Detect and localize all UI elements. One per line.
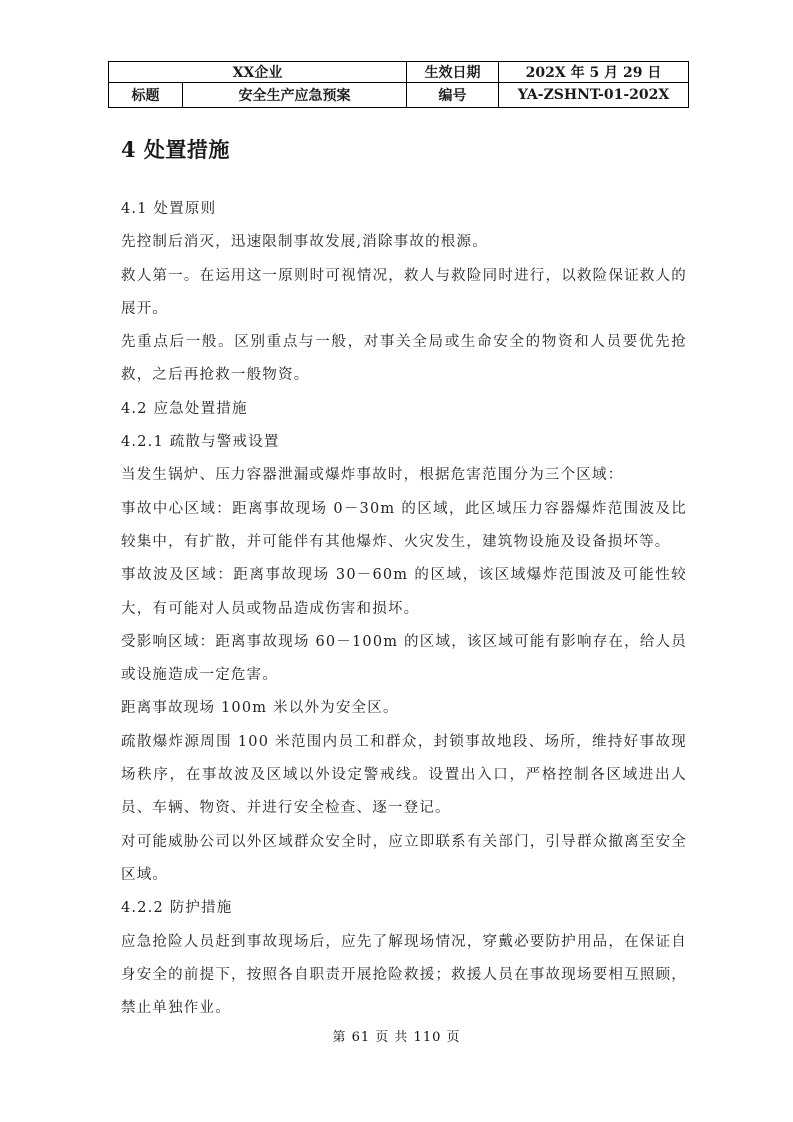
heading-4-1: 4.1 处置原则 [121,201,217,217]
page-number-footer: 第 61 页 共 110 页 [332,1030,461,1045]
header-row-1 [109,62,689,83]
document-body [121,193,687,1025]
body-paragraph: 疏散爆炸源周围 100 米范围内员工和群众，封锁事故地段、场所，维持好事故现场秩序，在事故波及区域以外设定警戒线。设置出入口，严格控制各区域进出人员、车辆、物资、并进行安全检查、逐一登记。 [121,733,687,817]
number-label: 编号 [407,83,499,108]
header-row-2 [109,83,689,108]
heading-4-2-2: 4.2.2 防护措施 [121,900,233,917]
title-label: 标题 [109,83,183,108]
section-title: 4 处置措施 [121,137,230,162]
document-header-table [108,61,689,108]
effective-date-value: 202X 年 5 月 29 日 [499,62,689,83]
body-paragraph: 先控制后消灭，迅速限制事故发展,消除事故的根源。 [121,234,488,251]
body-paragraph: 事故波及区域：距离事故现场 30－60m 的区域，该区域爆炸范围波及可能性较大，有可能对人员或物品造成伤害和损坏。 [121,567,687,617]
body-paragraph: 事故中心区域：距离事故现场 0－30m 的区域，此区域压力容器爆炸范围波及比较集中，有扩散，并可能伴有其他爆炸、火灾发生，建筑物设施及设备损坏等。 [121,500,687,550]
company-name: XX企业 [109,62,407,83]
body-paragraph: 应急抢险人员赶到事故现场后，应先了解现场情况，穿戴必要防护用品，在保证自身安全的前提下，按照各自职责开展抢险救援；救援人员在事故现场要相互照顾，禁止单独作业。 [121,933,687,1017]
body-paragraph: 受影响区域：距离事故现场 60－100m 的区域，该区域可能有影响存在，给人员或设施造成一定危害。 [121,633,687,684]
number-value: YA-ZSHNT-01-202X [499,83,689,108]
effective-date-label: 生效日期 [407,62,499,83]
body-paragraph: 对可能威胁公司以外区域群众安全时，应立即联系有关部门，引导群众撤离至安全区域。 [121,833,687,883]
heading-4-2: 4.2 应急处置措施 [121,400,248,417]
body-paragraph: 救人第一。在运用这一原则时可视情况，救人与救险同时进行，以救险保证救人的展开。 [121,267,687,317]
body-paragraph: 先重点后一般。区别重点与一般，对事关全局或生命安全的物资和人员要优先抢救，之后再抢救一般物资。 [121,334,687,384]
heading-4-2-1: 4.2.1 疏散与警戒设置 [121,434,280,451]
title-value: 安全生产应急预案 [183,83,407,108]
body-paragraph: 当发生锅炉、压力容器泄漏或爆炸事故时，根据危害范围分为三个区域： [121,467,624,484]
body-paragraph: 距离事故现场 100m 米以外为安全区。 [121,700,399,717]
